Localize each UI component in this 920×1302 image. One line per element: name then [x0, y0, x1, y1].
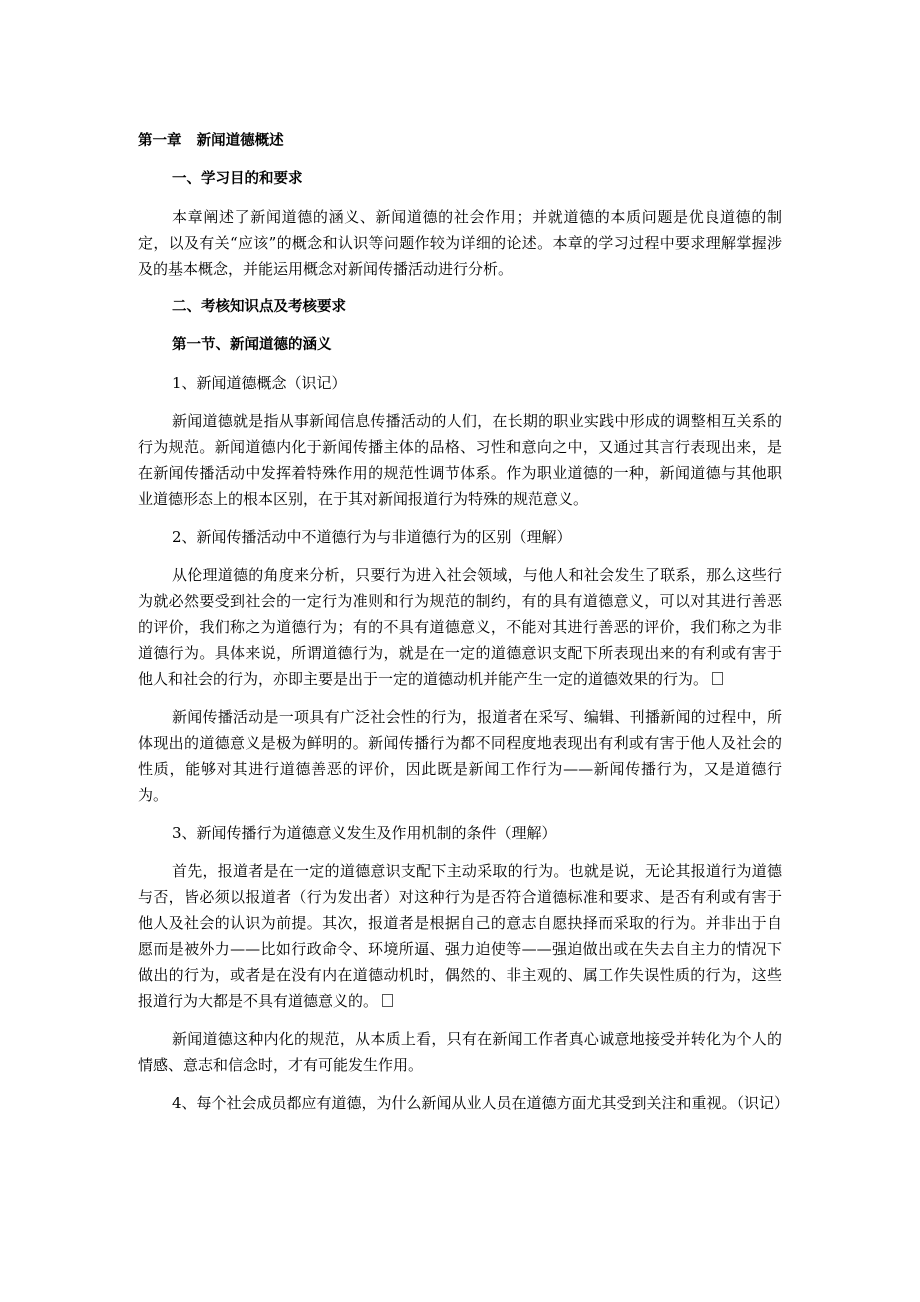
- objectives-heading: 一、学习目的和要求: [172, 171, 303, 187]
- item-4-title: 4、每个社会成员都应有道德，为什么新闻从业人员在道德方面尤其受到关注和重视。（识记）: [172, 1094, 790, 1112]
- item-2-paragraph-2: 新闻传播活动是一项具有广泛社会性的行为，报道者在采写、编辑、刊播新闻的过程中，所体现出的道德意义是极为鲜明的。新闻传播行为都不同程度地表现出有利或有害于他人及社会的性质，能够对其进行道德善恶的评价，因此既是新闻工作行为——新闻传播行为，又是道德行为。: [138, 708, 782, 804]
- objectives-paragraph: 本章阐述了新闻道德的涵义、新闻道德的社会作用；并就道德的本质问题是优良道德的制定，以及有关“应该”的概念和认识等问题作较为详细的论述。本章的学习过程中要求理解掌握涉及的基本概念，并能运用概念对新闻传播活动进行分析。: [138, 208, 782, 278]
- item-3-paragraph-1: [138, 858, 782, 1014]
- item-2-paragraph-1: [138, 562, 782, 692]
- item-3-title: 3、新闻传播行为道德意义发生及作用机制的条件（理解）: [172, 824, 557, 842]
- item-2-paragraph-1-text: 从伦理道德的角度来分析，只要行为进入社会领域，与他人和社会发生了联系，那么这些行为就必然要受到社会的一定行为准则和行为规范的制约，有的具有道德意义，可以对其进行善恶的评价，我们称之为道德行为；有的不具有道德意义，不能对其进行善恶的评价，我们称之为非道德行为。具体来说，所谓道德行为，就是在一定的道德意识支配下所表现出来的有利或有害于他人和社会的行为，亦即主要是出于一定的道德动机并能产生一定的道德效果的行为。: [138, 566, 782, 688]
- chapter-title: 第一章 新闻道德概述: [138, 133, 284, 149]
- section-1-heading: 第一节、新闻道德的涵义: [172, 337, 332, 353]
- item-3-paragraph-2: 新闻道德这种内化的规范，从本质上看，只有在新闻工作者真心诚意地接受并转化为个人的情感、意志和信念时，才有可能发生作用。: [138, 1030, 782, 1074]
- item-2-title: 2、新闻传播活动中不道德行为与非道德行为的区别（理解）: [172, 528, 572, 546]
- missing-glyph-box-icon: [712, 672, 723, 685]
- item-3-paragraph-1-text: 首先，报道者是在一定的道德意识支配下主动采取的行为。也就是说，无论其报道行为道德与否，皆必须以报道者（行为发出者）对这种行为是否符合道德标准和要求、是否有利或有害于他人及社会的认识为前提。其次，报道者是根据自己的意志自愿抉择而采取的行为。并非出于自愿而是被外力——比如行政命令、环境所逼、强力迫使等——强迫做出或在失去自主力的情况下做出的行为，或者是在没有内在道德动机时，偶然的、非主观的、属工作失误性质的行为，这些报道行为大都是不具有道德意义的。: [138, 862, 782, 1010]
- document-page: [138, 128, 790, 1128]
- missing-glyph-box-icon: [382, 994, 393, 1007]
- assessment-heading: 二、考核知识点及考核要求: [172, 299, 346, 315]
- item-1-paragraph: 新闻道德就是指从事新闻信息传播活动的人们，在长期的职业实践中形成的调整相互关系的行为规范。新闻道德内化于新闻传播主体的品格、习性和意向之中，又通过其言行表现出来，是在新闻传播活动中发挥着特殊作用的规范性调节体系。作为职业道德的一种，新闻道德与其他职业道德形态上的根本区别，在于其对新闻报道行为特殊的规范意义。: [138, 412, 782, 508]
- item-1-title: 1、新闻道德概念（识记）: [172, 374, 347, 392]
